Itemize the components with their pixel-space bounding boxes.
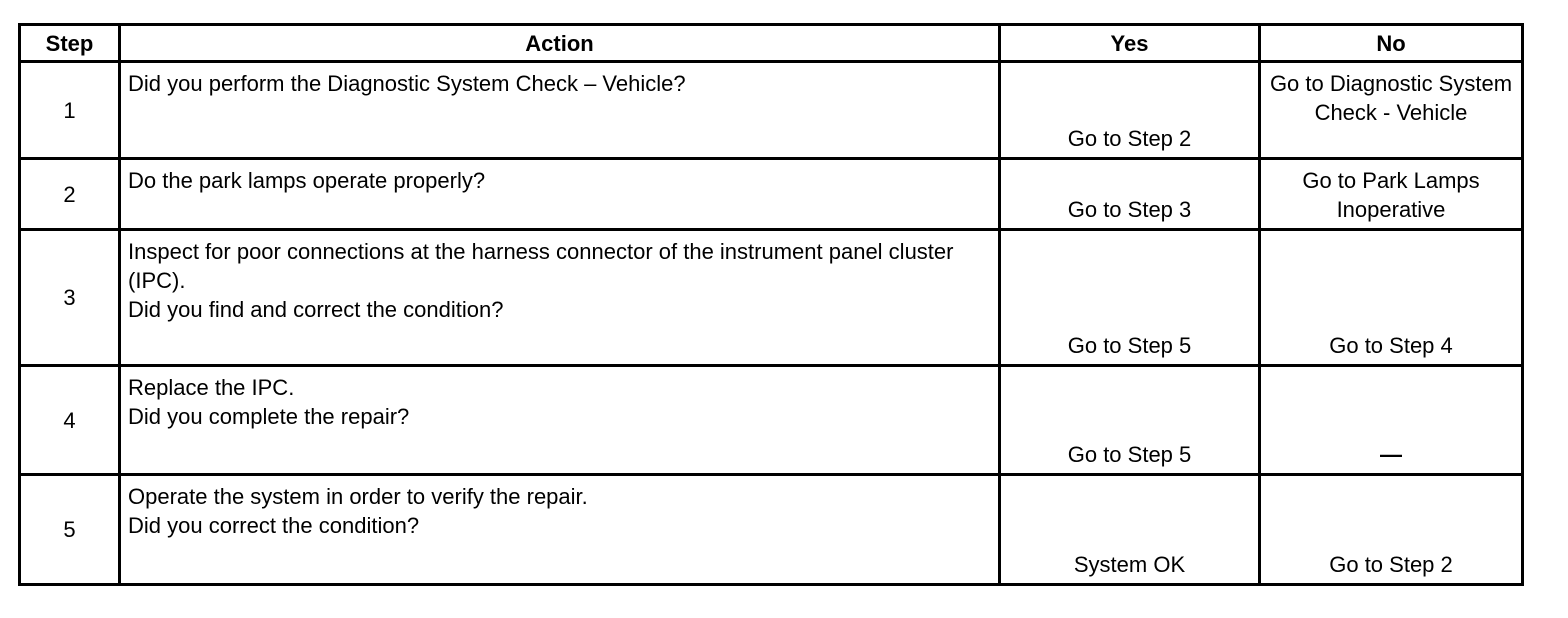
step-number: 3 bbox=[20, 230, 120, 366]
action-text: Inspect for poor connections at the harness connector of the instrument panel cluster (IPC). bbox=[128, 239, 954, 293]
table-row bbox=[20, 230, 1523, 366]
table-row bbox=[20, 366, 1523, 475]
no-result: Go to Step 2 bbox=[1260, 475, 1523, 585]
table-row bbox=[20, 475, 1523, 585]
step-number: 5 bbox=[20, 475, 120, 585]
no-result: Go to Step 4 bbox=[1260, 230, 1523, 366]
action-question: Did you correct the condition? bbox=[128, 513, 420, 538]
action-cell bbox=[120, 475, 1000, 585]
header-action: Action bbox=[120, 25, 1000, 62]
action-cell bbox=[120, 230, 1000, 366]
header-step: Step bbox=[20, 25, 120, 62]
yes-result: Go to Step 5 bbox=[1000, 366, 1260, 475]
action-cell bbox=[120, 159, 1000, 230]
action-text: Replace the IPC. bbox=[128, 375, 295, 400]
diagnostic-table bbox=[18, 23, 1524, 586]
step-number: 4 bbox=[20, 366, 120, 475]
no-result: — bbox=[1260, 366, 1523, 475]
action-text: Operate the system in order to verify the repair. bbox=[128, 484, 588, 509]
yes-result: Go to Step 5 bbox=[1000, 230, 1260, 366]
action-text: Do the park lamps operate properly? bbox=[128, 168, 486, 193]
no-result: Go to Park Lamps Inoperative bbox=[1260, 159, 1523, 230]
yes-result: Go to Step 2 bbox=[1000, 62, 1260, 159]
header-yes: Yes bbox=[1000, 25, 1260, 62]
action-question: Did you complete the repair? bbox=[128, 404, 410, 429]
yes-result: System OK bbox=[1000, 475, 1260, 585]
action-text: Did you perform the Diagnostic System Check – Vehicle? bbox=[128, 71, 686, 96]
yes-result: Go to Step 3 bbox=[1000, 159, 1260, 230]
action-cell bbox=[120, 62, 1000, 159]
header-no: No bbox=[1260, 25, 1523, 62]
step-number: 2 bbox=[20, 159, 120, 230]
action-cell bbox=[120, 366, 1000, 475]
diagnostic-table-container bbox=[18, 23, 1521, 586]
step-number: 1 bbox=[20, 62, 120, 159]
table-row bbox=[20, 159, 1523, 230]
no-result: Go to Diagnostic System Check - Vehicle bbox=[1260, 62, 1523, 159]
action-question: Did you find and correct the condition? bbox=[128, 297, 504, 322]
table-row bbox=[20, 62, 1523, 159]
table-header-row bbox=[20, 25, 1523, 62]
